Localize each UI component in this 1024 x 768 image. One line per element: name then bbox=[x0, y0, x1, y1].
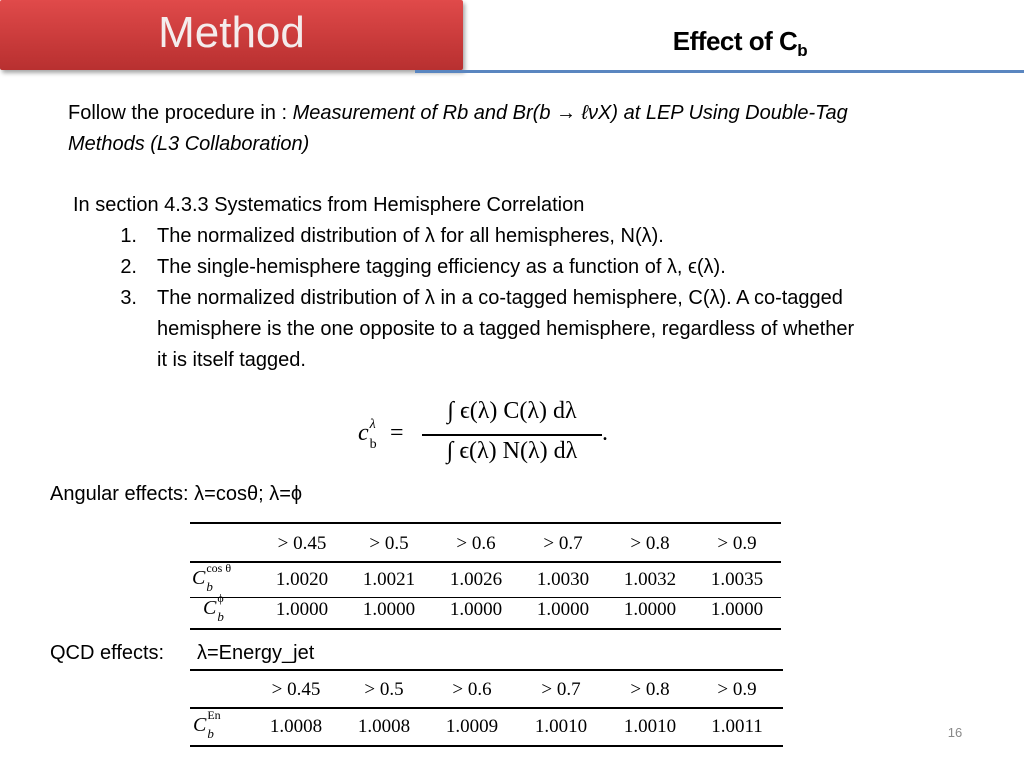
row-label bbox=[203, 591, 224, 624]
row-label-sup: cos θ bbox=[206, 561, 232, 575]
column-header: > 0.5 bbox=[369, 533, 409, 554]
subtitle-subscript: b bbox=[797, 41, 808, 61]
lhs-symbol: c bbox=[358, 420, 369, 446]
column-header: > 0.45 bbox=[277, 533, 327, 554]
table-rule bbox=[190, 561, 781, 563]
qcd-effects-label: QCD effects: bbox=[50, 642, 165, 664]
list-item-cont: hemisphere is the one opposite to a tagged hemisphere, regardless of whether bbox=[157, 318, 855, 340]
formula-denominator: ∫ ϵ(λ) N(λ) dλ bbox=[446, 438, 578, 464]
column-header: > 0.6 bbox=[452, 679, 492, 700]
column-header: > 0.9 bbox=[717, 533, 757, 554]
table-cell: 1.0000 bbox=[536, 599, 590, 620]
table-rule bbox=[190, 628, 781, 630]
row-label-symbol: C bbox=[203, 597, 217, 619]
intro-line-2 bbox=[68, 129, 309, 160]
table-cell: 1.0000 bbox=[623, 599, 677, 620]
table-cell: 1.0008 bbox=[269, 716, 323, 737]
formula-period: . bbox=[602, 420, 608, 446]
formula-numerator: ∫ ϵ(λ) C(λ) dλ bbox=[447, 398, 577, 424]
table-cell: 1.0010 bbox=[623, 716, 677, 737]
row-label-sub: b bbox=[206, 579, 213, 594]
table-cell: 1.0026 bbox=[449, 569, 503, 590]
row-label bbox=[193, 708, 221, 741]
reference-title: Measurement of Rb and Br(b → ℓνX) at LEP Using Double-Tag bbox=[292, 102, 848, 124]
qcd-lambda-label: λ=Energy_jet bbox=[197, 642, 315, 664]
column-header: > 0.9 bbox=[717, 679, 757, 700]
column-header: > 0.45 bbox=[271, 679, 321, 700]
intro-line-1 bbox=[68, 98, 848, 129]
table-cell: 1.0009 bbox=[445, 716, 499, 737]
row-label bbox=[192, 561, 232, 594]
table-cell: 1.0032 bbox=[623, 569, 677, 590]
table-cell: 1.0011 bbox=[711, 716, 763, 737]
column-header: > 0.6 bbox=[456, 533, 496, 554]
column-header: > 0.8 bbox=[630, 679, 670, 700]
list-number: 1. bbox=[120, 225, 137, 247]
table-cell: 1.0000 bbox=[362, 599, 416, 620]
column-header: > 0.7 bbox=[543, 533, 583, 554]
table-cell: 1.0030 bbox=[536, 569, 590, 590]
table-rule bbox=[190, 522, 781, 524]
table-cell: 1.0000 bbox=[449, 599, 503, 620]
reference-title-cont: Methods (L3 Collaboration) bbox=[68, 133, 310, 155]
formula-lhs bbox=[358, 417, 377, 452]
table-cell: 1.0000 bbox=[710, 599, 764, 620]
lhs-sub: b bbox=[369, 437, 377, 452]
table-rule bbox=[190, 707, 783, 709]
table-rule bbox=[190, 745, 783, 747]
cb-formula bbox=[358, 398, 618, 473]
row-label-sub: b bbox=[217, 609, 224, 624]
list-item: The normalized distribution of λ in a co-tagged hemisphere, C(λ). A co-tagged bbox=[157, 287, 843, 309]
angular-effects-label: Angular effects: λ=cosθ; λ=ϕ bbox=[50, 483, 303, 505]
table-rule bbox=[190, 669, 783, 671]
fraction-bar bbox=[422, 434, 602, 436]
formula-equals: = bbox=[390, 420, 404, 446]
slide-title: Method bbox=[158, 8, 305, 57]
column-header: > 0.7 bbox=[541, 679, 581, 700]
table-cell: 1.0010 bbox=[534, 716, 588, 737]
list-number: 2. bbox=[120, 256, 137, 278]
table-cell: 1.0008 bbox=[357, 716, 411, 737]
header-divider bbox=[415, 70, 1024, 73]
table-cell: 1.0000 bbox=[275, 599, 329, 620]
table-rule bbox=[190, 597, 781, 598]
row-label-sub: b bbox=[207, 726, 214, 741]
list-item: The normalized distribution of λ for all hemispheres, N(λ). bbox=[157, 225, 664, 247]
table-cell: 1.0021 bbox=[362, 569, 416, 590]
row-label-symbol: C bbox=[192, 567, 206, 589]
table-cell: 1.0020 bbox=[275, 569, 329, 590]
page-number: 16 bbox=[947, 725, 963, 740]
intro-prefix: Follow the procedure in : bbox=[68, 102, 293, 124]
row-label-symbol: C bbox=[193, 714, 207, 736]
column-header: > 0.5 bbox=[364, 679, 404, 700]
slide-subtitle bbox=[600, 26, 880, 61]
list-item: The single-hemisphere tagging efficiency as a function of λ, ϵ(λ). bbox=[157, 256, 726, 278]
section-heading: In section 4.3.3 Systematics from Hemisphere Correlation bbox=[73, 194, 585, 216]
list-item-cont: it is itself tagged. bbox=[157, 349, 306, 371]
list-number: 3. bbox=[120, 287, 137, 309]
subtitle-text: Effect of C bbox=[672, 26, 798, 56]
table-cell: 1.0035 bbox=[710, 569, 764, 590]
row-label-sup: En bbox=[207, 708, 221, 722]
column-header: > 0.8 bbox=[630, 533, 670, 554]
lhs-sup: λ bbox=[369, 417, 376, 432]
row-label-sup: ϕ bbox=[217, 591, 224, 605]
